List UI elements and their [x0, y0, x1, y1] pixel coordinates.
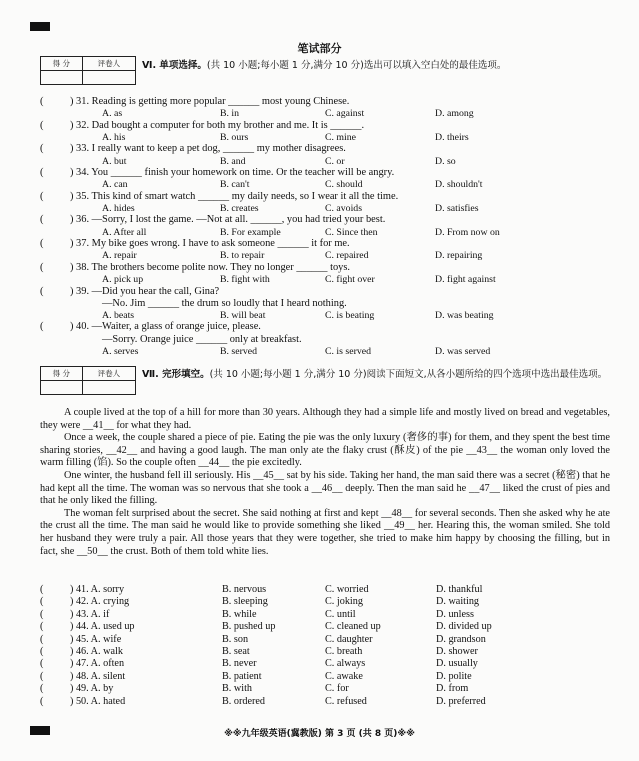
passage-paragraph: The woman felt surprised about the secret. She said nothing at first and kept __48__ for several seconds. Then she asked why he ate the crust all the time. The man said he would like to provide something she liked __49__ her. Hearing this, the woman smiled. She told her husband they were truly a pair. All those years that they were together, she tried to make him happy by choosing the filling, but in fact, she __50__ the crust. Both of them told white lies.	[40, 507, 610, 557]
question-stem: ) 39. —Did you hear the call, Gina?	[70, 285, 220, 297]
cloze-option-b: B. ordered	[222, 695, 265, 707]
answer-paren[interactable]: (	[40, 321, 44, 333]
cloze-option-row	[40, 671, 620, 683]
answer-paren[interactable]: (	[40, 645, 44, 657]
cloze-option-row	[40, 696, 620, 708]
answer-paren[interactable]: (	[40, 633, 44, 645]
cloze-option-b: B. patient	[222, 670, 262, 682]
option-a: A. repair	[102, 250, 137, 262]
cloze-option-c: C. always	[325, 658, 366, 670]
answer-paren[interactable]: (	[40, 143, 44, 155]
option-d: D. was beating	[435, 309, 494, 321]
score-label: 得 分	[41, 57, 83, 71]
answer-paren[interactable]: (	[40, 670, 44, 682]
question-stem: ) 32. Dad bought a computer for both my brother and me. It is ______.	[70, 119, 365, 131]
option-c: C. or	[325, 155, 345, 167]
cloze-option-row	[40, 596, 620, 608]
answer-paren[interactable]: (	[40, 285, 44, 297]
section7-number: Ⅶ. 完形填空。	[142, 369, 210, 380]
question-stem: ) 31. Reading is getting more popular ______ most young Chinese.	[70, 96, 350, 107]
cloze-option-d: D. unless	[436, 608, 474, 620]
cloze-option-b: B. sleeping	[222, 596, 268, 608]
score-cell[interactable]	[41, 381, 83, 395]
cloze-option-b: B. nervous	[222, 584, 267, 595]
option-a: A. but	[102, 155, 127, 167]
answer-paren[interactable]: (	[40, 96, 44, 107]
section7-instruction: (共 10 小题;每小题 1 分,满分 10 分)阅读下面短文,从各小题所给的四个选项中选出最佳选项。	[209, 369, 608, 380]
section6-number: Ⅵ. 单项选择。	[142, 60, 207, 71]
cloze-option-d: D. preferred	[436, 695, 486, 707]
option-a: A. hides	[102, 202, 135, 214]
question-item	[40, 167, 620, 191]
question-item	[40, 120, 620, 144]
cloze-option-c: C. until	[325, 608, 356, 620]
option-c: C. avoids	[325, 202, 363, 214]
cloze-option-b: B. while	[222, 608, 257, 620]
cloze-option-row	[40, 683, 620, 695]
cloze-passage	[40, 407, 610, 558]
cloze-option-row	[40, 658, 620, 670]
cloze-option-a: ) 45. A. wife	[70, 633, 122, 645]
page-heading: 笔试部分	[297, 42, 342, 55]
question-item	[40, 96, 620, 120]
option-c: C. Since then	[325, 226, 378, 238]
question-stem: ) 40. —Waiter, a glass of orange juice, please.	[70, 321, 261, 333]
option-d: D. satisfies	[435, 202, 479, 214]
cloze-option-b: B. with	[222, 683, 253, 695]
answer-paren[interactable]: (	[40, 167, 44, 179]
answer-paren[interactable]: (	[40, 695, 44, 707]
section6-questions	[40, 96, 620, 357]
option-b: B. ours	[220, 131, 249, 143]
option-d: D. so	[435, 155, 456, 167]
option-c: C. is served	[325, 345, 371, 357]
cloze-options	[40, 584, 620, 708]
cloze-option-a: ) 49. A. by	[70, 683, 114, 695]
option-b: B. creates	[220, 202, 259, 214]
question-item	[40, 191, 620, 215]
option-d: D. fight against	[435, 274, 496, 285]
question-stem: ) 33. I really want to keep a pet dog, ______ my mother disagrees.	[70, 143, 346, 155]
cloze-option-c: C. cleaned up	[325, 621, 381, 633]
option-b: B. can't	[220, 179, 250, 191]
question-item	[40, 321, 620, 357]
cloze-option-b: B. pushed up	[222, 621, 276, 633]
option-d: D. was served	[435, 345, 491, 357]
question-stem: ) 37. My bike goes wrong. I have to ask someone ______ it for me.	[70, 238, 350, 250]
cloze-option-a: ) 41. A. sorry	[70, 584, 125, 595]
option-b: B. will beat	[220, 309, 266, 321]
option-b: B. in	[220, 108, 240, 120]
option-d: D. among	[435, 108, 474, 120]
score-label: 得 分	[41, 367, 83, 381]
option-b: B. served	[220, 345, 258, 357]
cloze-option-a: ) 43. A. if	[70, 608, 110, 620]
score-box-section6	[40, 56, 136, 85]
cloze-option-d: D. polite	[436, 670, 472, 682]
option-c: C. repaired	[325, 250, 369, 262]
question-item	[40, 143, 620, 167]
score-cell[interactable]	[41, 71, 83, 85]
cloze-option-c: C. refused	[325, 695, 367, 707]
option-c: C. fight over	[325, 274, 375, 285]
question-stem: ) 34. You ______ finish your homework on time. Or the teacher will be angry.	[70, 167, 395, 179]
cloze-option-row	[40, 584, 620, 596]
question-stem: ) 35. This kind of smart watch ______ my daily needs, so I wear it all the time.	[70, 190, 399, 202]
option-b: B. fight with	[220, 274, 270, 285]
cloze-option-d: D. from	[436, 683, 469, 695]
cloze-option-row	[40, 609, 620, 621]
option-c: C. against	[325, 108, 365, 120]
option-a: A. pick up	[102, 274, 144, 285]
question-item	[40, 262, 620, 286]
grader-cell[interactable]	[82, 381, 135, 395]
answer-paren[interactable]: (	[40, 119, 44, 131]
cloze-option-c: C. joking	[325, 596, 363, 608]
section7-title	[142, 367, 612, 383]
section6-instruction: (共 10 小题;每小题 1 分,满分 10 分)选出可以填入空白处的最佳选项。	[206, 60, 507, 71]
cloze-option-d: D. usually	[436, 658, 478, 670]
cloze-option-a: ) 44. A. used up	[70, 621, 135, 633]
passage-paragraph: A couple lived at the top of a hill for more than 30 years. Although they had a simple life and mostly lived on bread and vegetables, they were __41__ for what they had.	[40, 407, 610, 431]
registration-mark-top	[30, 22, 50, 31]
question-item	[40, 286, 620, 322]
cloze-option-a: ) 47. A. often	[70, 658, 125, 670]
answer-paren[interactable]: (	[40, 621, 44, 633]
option-d: D. repairing	[435, 250, 483, 262]
question-stem-continued: —No. Jim ______ the drum so loudly that I heard nothing.	[102, 297, 347, 309]
option-d: D. shouldn't	[435, 179, 483, 191]
answer-paren[interactable]: (	[40, 608, 44, 620]
cloze-option-c: C. worried	[325, 584, 369, 595]
option-d: D. theirs	[435, 131, 469, 143]
passage-paragraph: One winter, the husband fell ill seriously. His __45__ sat by his side. Taking her hand, the man said there was a secret (秘密) that he had kept all the time. The woman was so nervous that she took a __46__ deeply. Then the man said he __47__ liked the crust of pies and that he only liked the filling.	[40, 469, 610, 507]
cloze-option-a: ) 48. A. silent	[70, 670, 126, 682]
question-stem: ) 38. The brothers become polite now. They no longer ______ toys.	[70, 261, 351, 273]
option-a: A. beats	[102, 309, 135, 321]
answer-paren[interactable]: (	[40, 596, 44, 608]
option-c: C. should	[325, 179, 363, 191]
cloze-option-c: C. breath	[325, 645, 363, 657]
cloze-option-a: ) 46. A. walk	[70, 645, 123, 657]
option-a: A. his	[102, 131, 126, 143]
cloze-option-row	[40, 621, 620, 633]
section6-title	[142, 58, 612, 74]
cloze-option-d: D. divided up	[436, 621, 492, 633]
page-footer: ※※九年级英语(冀教版) 第 3 页 (共 8 页)※※	[224, 729, 415, 739]
question-item	[40, 238, 620, 262]
cloze-option-d: D. shower	[436, 645, 478, 657]
option-a: A. can	[102, 179, 128, 191]
cloze-option-b: B. son	[222, 633, 249, 645]
option-a: A. After all	[102, 226, 147, 238]
question-item	[40, 214, 620, 238]
cloze-option-c: C. awake	[325, 670, 363, 682]
cloze-option-c: C. daughter	[325, 633, 373, 645]
cloze-option-b: B. seat	[222, 645, 250, 657]
grader-cell[interactable]	[82, 71, 135, 85]
answer-paren[interactable]: (	[40, 238, 44, 250]
cloze-option-a: ) 50. A. hated	[70, 695, 126, 707]
cloze-option-a: ) 42. A. crying	[70, 596, 130, 608]
option-b: B. and	[220, 155, 246, 167]
option-a: A. serves	[102, 345, 139, 357]
cloze-option-d: D. grandson	[436, 633, 486, 645]
option-b: B. to repair	[220, 250, 265, 262]
cloze-option-b: B. never	[222, 658, 257, 670]
answer-paren[interactable]: (	[40, 658, 44, 670]
grader-label: 评卷人	[82, 367, 135, 381]
passage-paragraph: Once a week, the couple shared a piece of pie. Eating the pie was the only luxury (奢侈的事) for them, and they spent the best time sharing stories, __42__ and having a good laugh. The man only ate the flaky crust (酥皮) of the pie __43__ the woman only loved the warm filling (馅). So the couple often __44__ the pie excitedly.	[40, 432, 610, 469]
cloze-option-c: C. for	[325, 683, 349, 695]
cloze-option-row	[40, 634, 620, 646]
option-a: A. as	[102, 108, 123, 120]
cloze-option-d: D. waiting	[436, 596, 480, 608]
score-box-section7	[40, 366, 136, 395]
cloze-option-row	[40, 646, 620, 658]
grader-label: 评卷人	[82, 57, 135, 71]
cloze-option-d: D. thankful	[436, 584, 483, 595]
answer-paren[interactable]: (	[40, 683, 44, 695]
answer-paren[interactable]: (	[40, 190, 44, 202]
answer-paren[interactable]: (	[40, 584, 44, 595]
option-c: C. is beating	[325, 309, 375, 321]
option-b: B. For example	[220, 226, 281, 238]
question-stem: ) 36. —Sorry, I lost the game. —Not at all. ______, you had tried your best.	[70, 214, 386, 226]
option-c: C. mine	[325, 131, 357, 143]
question-stem-continued: —Sorry. Orange juice ______ only at breakfast.	[102, 333, 302, 345]
option-d: D. From now on	[435, 226, 500, 238]
answer-paren[interactable]: (	[40, 214, 44, 226]
answer-paren[interactable]: (	[40, 261, 44, 273]
